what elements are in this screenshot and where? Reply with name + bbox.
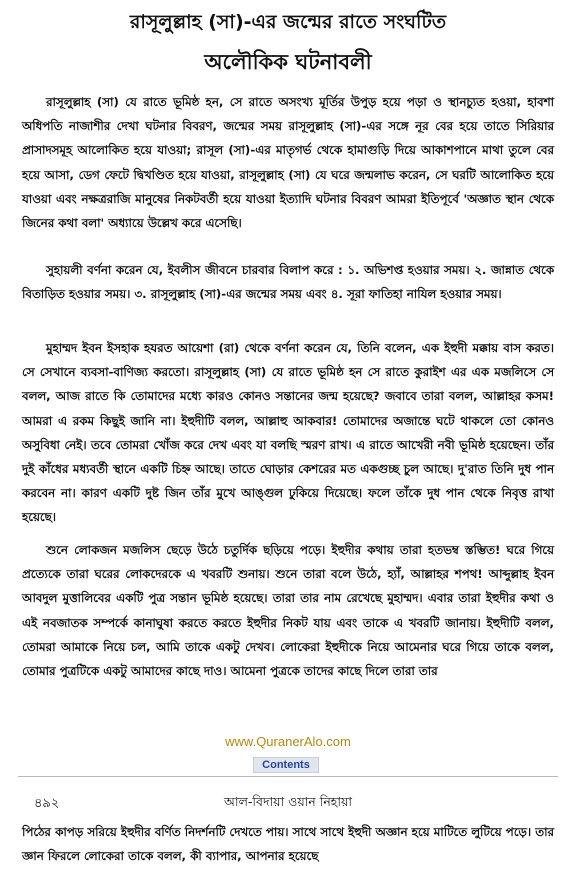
paragraph-text: সুহায়লী বর্ণনা করেন যে, ইবলীস জীবনে চারবার বিলাপ করে : ১. অভিশপ্ত হওয়ার সময়। ২. জান্নাত থেকে বিতাড়িত হওয়ার সময়। ৩. রাসূলুল্লাহ (সা)-এর জন্মের সময় এবং ৪. সূরা ফাতিহা নাযিল হওয়ার সময়। xyxy=(22,263,554,302)
running-header: আল-বিদায়া ওয়ান নিহায়া xyxy=(224,794,352,809)
paragraph-2 xyxy=(22,258,554,306)
paragraph-4 xyxy=(22,538,554,683)
next-page-paragraph xyxy=(22,820,554,868)
paragraph-text: শুনে লোকজন মজলিস ছেড়ে উঠে চতুর্দিক ছড়িয়ে পড়ে। ইহুদীর কথায় তারা হতভম্ব স্তম্ভিত! ঘরে গিয়ে প্রত্যেকে তারা ঘরের লোকদেরকে এ খবরটি শুনায়। শুনে তারা বলে উঠে, হ্যাঁ, আল্লাহর শপথ! আব্দুল্লাহ ইবন আবদুল মুত্তালিবের একটি পুত্র সন্তান ভূমিষ্ঠ হয়েছে। তারা তার নাম রেখেছে মুহাম্মদ। এবার তারা ইহুদীর কথা ও এই নবজাতক সম্পর্কে কানাঘুষা করতে করতে ইহুদীর নিকট যায় এবং তাকে এ খবরটি জানায়। ইহুদীটি বলল, তোমরা আমাকে নিয়ে চল, আমি তাকে একটু দেখব। লোকেরা ইহুদীকে নিয়ে আমেনার ঘরে গিয়ে তাকে বলল, তোমার পুত্রটিকে একটু আমাদের কাছে দাও। আমেনা পুত্রকে তাদের কাছে দিলে তারা তার xyxy=(22,543,554,679)
paragraph-1 xyxy=(22,90,554,235)
paragraph-3 xyxy=(22,336,554,530)
paragraph-text: পিঠের কাপড় সরিয়ে ইহুদীর বর্ণিত নিদর্শনটি দেখতে পায়। সাথে সাথে ইহুদী অজ্ঞান হয়ে মাটিতে লুটিয়ে পড়ে। তার জ্ঞান ফিরলে লোকেরা তাকে বলল, কী ব্যাপার, আপনার হয়েছে xyxy=(22,825,554,864)
chapter-title-line-1: রাসূলুল্লাহ (সা)-এর জন্মের রাতে সংঘটিত xyxy=(129,11,447,33)
website-link[interactable]: www.QuranerAlo.com xyxy=(225,734,351,749)
paragraph-text: মুহাম্মদ ইবন ইসহাক হযরত আয়েশা (রা) থেকে বর্ণনা করেন যে, তিনি বলেন, এক ইহুদী মক্কায় বাস করত। সে সেখানে ব্যবসা-বাণিজ্য করতো। রাসূলুল্লাহ (সা) যে রাতে ভূমিষ্ঠ হন সে রাতে কুরাইশ এর এক মজলিসে সে বলল, আজ রাতে কি তোমাদের মধ্যে কারও কোনও সন্তানের জন্ম হয়েছে? জবাবে তারা বলল, আল্লাহর কসম! আমরা এ রকম কিছুই জানি না। ইহুদীটি বলল, আল্লাহু আকবার! তোমাদের অজান্তে ঘটে থাকলে তো কোনও অসুবিধা নেই। তবে তোমরা খোঁজ করে দেখ এবং যা বলছি স্মরণ রাখ। এ রাতে আখেরী নবী ভূমিষ্ঠ হয়েছেন। তাঁর দুই কাঁধের মধ্যবর্তী স্থানে একটি চিহ্ন আছে। তাতে ঘোড়ার কেশরের মত একগুচ্ছ চুল আছে। দু'রাত তিনি দুধ পান করবেন না। কারণ একটি দুষ্ট জিন তাঁর মুখে আঙ্গুল ঢুকিয়ে দিয়েছে। ফলে তাঁকে দুধ পান থেকে নিবৃত্ত রাখা হয়েছে। xyxy=(22,341,554,525)
contents-button[interactable]: Contents xyxy=(253,757,319,773)
paragraph-text: রাসূলুল্লাহ (সা) যে রাতে ভূমিষ্ঠ হন, সে রাতে অসংখ্য মূর্তির উপুড় হয়ে পড়া ও স্থানচ্যুত হওয়া, হাবশা অধিপতি নাজাশীর দেখা ঘটনার বিবরণ, জন্মের সময় রাসূলুল্লাহ (সা)-এর সঙ্গে নূর বের হয়ে তাতে সিরিয়ার প্রাসাদসমূহ আলোকিত হয়ে যাওয়া; রাসূল (সা)-এর মাতৃগর্ভ থেকে হামাগুড়ি দিয়ে আকাশপানে মাথা তুলে বের হয়ে আসা, ডেগ ফেটে দ্বিখণ্ডিত হয়ে যাওয়া, রাসূলুল্লাহ (সা) যে ঘরে জন্মলাভ করেন, সে ঘরটি আলোকিত হয়ে যাওয়া এবং নক্ষত্ররাজি মানুষের নিকটবর্তী হয়ে যাওয়া ইত্যাদি ঘটনার বিবরণ আমরা ইতিপূর্বে 'অজ্ঞাত স্থান থেকে জিনের কথা বলা' অধ্যায়ে উল্লেখ করে এসেছি। xyxy=(22,95,554,231)
page-number: ৪৯২ xyxy=(34,796,60,811)
page-divider xyxy=(18,776,558,777)
chapter-title-line-2: অলৌকিক ঘটনাবলী xyxy=(204,50,372,74)
